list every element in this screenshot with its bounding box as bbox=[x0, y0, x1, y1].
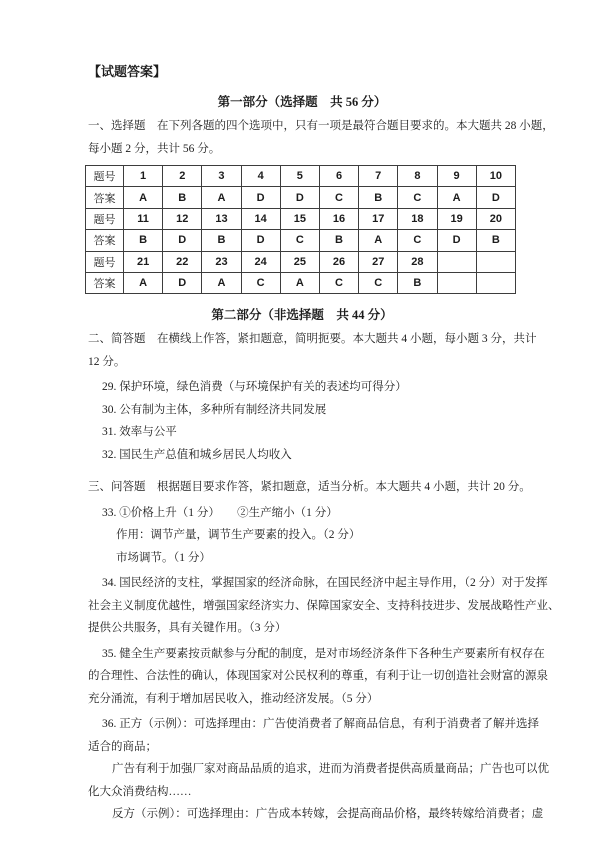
answer-cell: 24 bbox=[241, 251, 280, 272]
answer-q36-line: 广告有利于加强厂家对商品品质的追求，进而为消费者提供高质量商品；广告也可以优 bbox=[112, 763, 549, 776]
answer-cell: A bbox=[202, 272, 241, 293]
answer-cell: 16 bbox=[319, 208, 358, 229]
part1-intro-line: 一、选择题 在下列各题的四个选项中，只有一项是最符合题目要求的。本大题共 28 小题， bbox=[88, 120, 554, 132]
answer-cell: 21 bbox=[124, 251, 163, 272]
answer-cell: 3 bbox=[202, 166, 241, 187]
answer-cell: 7 bbox=[359, 166, 398, 187]
answer-q29: 29. 保护环境，绿色消费（与环境保护有关的表述均可得分） bbox=[102, 381, 407, 394]
answer-table-row bbox=[86, 251, 516, 272]
answer-q33-line: 作用：调节产量，调节生产要素的投入。（2 分） bbox=[116, 529, 361, 542]
answer-q36-line: 反方（示例）：可选择理由：广告成本转嫁，会提高商品价格，最终转嫁给消费者；虚 bbox=[112, 808, 544, 821]
row-header-cell: 答案 bbox=[86, 187, 124, 208]
section2-intro-line: 12 分。 bbox=[88, 355, 126, 368]
answer-cell: 6 bbox=[319, 166, 358, 187]
answer-cell: C bbox=[398, 230, 437, 251]
answer-cell: 18 bbox=[398, 208, 437, 229]
answer-cell: 12 bbox=[163, 208, 202, 229]
answer-cell: C bbox=[398, 187, 437, 208]
section2-intro bbox=[88, 328, 537, 373]
answer-cell: 14 bbox=[241, 208, 280, 229]
answer-cell: B bbox=[319, 230, 358, 251]
answer-cell: 11 bbox=[124, 208, 163, 229]
answer-cell: 2 bbox=[163, 166, 202, 187]
answer-cell: D bbox=[476, 187, 515, 208]
answer-cell bbox=[476, 251, 515, 272]
answer-cell: D bbox=[241, 230, 280, 251]
answer-q36-line: 化大众消费结构…… bbox=[88, 785, 192, 798]
row-header-cell: 答案 bbox=[86, 272, 124, 293]
answer-cell: B bbox=[163, 187, 202, 208]
section2-intro-line: 二、简答题 在横线上作答，紧扣题意，简明扼要。本大题共 4 小题，每小题 3 分，共计 bbox=[88, 333, 537, 346]
answer-cell: B bbox=[124, 230, 163, 251]
answer-cell bbox=[476, 272, 515, 293]
answer-table bbox=[85, 165, 516, 294]
answer-q32: 32. 国民生产总值和城乡居民人均收入 bbox=[102, 448, 292, 461]
answer-cell: 22 bbox=[163, 251, 202, 272]
row-header-cell: 答案 bbox=[86, 230, 124, 251]
answer-q36-line: 适合的商品； bbox=[88, 740, 157, 753]
answer-cell: 13 bbox=[202, 208, 241, 229]
answer-cell: 25 bbox=[280, 251, 319, 272]
answer-table-row bbox=[86, 272, 516, 293]
answer-cell: B bbox=[359, 187, 398, 208]
answer-q36 bbox=[88, 713, 549, 826]
answer-cell: C bbox=[319, 187, 358, 208]
answer-cell: 10 bbox=[476, 166, 515, 187]
answer-cell: A bbox=[280, 272, 319, 293]
answer-cell: 27 bbox=[359, 251, 398, 272]
answer-cell: 9 bbox=[437, 166, 476, 187]
section3-intro: 三、问答题 根据题目要求作答，紧扣题意，适当分析。本大题共 4 小题，共计 20 分。 bbox=[88, 481, 531, 494]
row-header-cell: 题号 bbox=[86, 251, 124, 272]
part1-heading: 第一部分（选择题 共 56 分） bbox=[217, 95, 387, 109]
short-answers bbox=[88, 376, 516, 466]
answer-cell: D bbox=[163, 230, 202, 251]
answer-cell: A bbox=[202, 187, 241, 208]
answer-cell: B bbox=[476, 230, 515, 251]
answer-cell: 17 bbox=[359, 208, 398, 229]
document-title: 【试题答案】 bbox=[88, 64, 167, 79]
answer-cell: C bbox=[319, 272, 358, 293]
answer-cell: 20 bbox=[476, 208, 515, 229]
answer-table-row bbox=[86, 187, 516, 208]
answer-cell bbox=[437, 251, 476, 272]
answer-cell: 5 bbox=[280, 166, 319, 187]
answer-q35-line: 35. 健全生产要素按贡献参与分配的制度，是对市场经济条件下各种生产要素所有权存在 bbox=[102, 647, 545, 660]
answer-cell: 26 bbox=[319, 251, 358, 272]
answer-q31: 31. 效率与公平 bbox=[102, 426, 177, 439]
answer-cell: D bbox=[280, 187, 319, 208]
answer-q34-line: 提供公共服务，具有关键作用。（3 分） bbox=[88, 622, 287, 635]
answer-cell: A bbox=[359, 230, 398, 251]
answer-cell: D bbox=[437, 230, 476, 251]
answer-q34 bbox=[88, 572, 560, 640]
row-header-cell: 题号 bbox=[86, 166, 124, 187]
part1-intro bbox=[88, 115, 554, 160]
answer-cell: 8 bbox=[398, 166, 437, 187]
answer-table-row bbox=[86, 166, 516, 187]
row-header-cell: 题号 bbox=[86, 208, 124, 229]
answer-table-row bbox=[86, 208, 516, 229]
answer-cell: C bbox=[280, 230, 319, 251]
answer-cell: 23 bbox=[202, 251, 241, 272]
answer-cell: 19 bbox=[437, 208, 476, 229]
answer-q30: 30. 公有制为主体，多种所有制经济共同发展 bbox=[102, 403, 327, 416]
answer-q34-line: 34. 国民经济的支柱，掌握国家的经济命脉，在国民经济中起主导作用，（2 分）对于发挥 bbox=[102, 577, 548, 590]
answer-cell bbox=[437, 272, 476, 293]
answer-cell: 15 bbox=[280, 208, 319, 229]
answer-cell: 28 bbox=[398, 251, 437, 272]
part2-heading: 第二部分（非选择题 共 44 分） bbox=[211, 308, 393, 323]
answer-q34-line: 社会主义制度优越性，增强国家经济实力、保障国家安全、支持科技进步、发展战略性产业、 bbox=[88, 599, 560, 612]
part1-intro-line: 每小题 2 分，共计 56 分。 bbox=[88, 142, 221, 155]
answer-q35 bbox=[88, 643, 548, 711]
answer-cell: 4 bbox=[241, 166, 280, 187]
answer-cell: A bbox=[124, 272, 163, 293]
answer-cell: D bbox=[163, 272, 202, 293]
answer-cell: B bbox=[202, 230, 241, 251]
answer-q35-line: 的合理性、合法性的确认，体现国家对公民权利的尊重，有利于让一切创造社会财富的源泉 bbox=[88, 670, 548, 683]
answer-cell: D bbox=[241, 187, 280, 208]
answer-cell: C bbox=[359, 272, 398, 293]
answer-cell: A bbox=[124, 187, 163, 208]
answer-q33-line: 市场调节。（1 分） bbox=[116, 551, 211, 564]
answer-table-row bbox=[86, 230, 516, 251]
answer-cell: B bbox=[398, 272, 437, 293]
answer-cell: A bbox=[437, 187, 476, 208]
answer-table-body bbox=[86, 166, 516, 294]
answer-cell: C bbox=[241, 272, 280, 293]
answer-q33 bbox=[88, 502, 516, 570]
answer-q36-line: 36. 正方（示例）：可选择理由：广告使消费者了解商品信息，有利于消费者了解并选择 bbox=[102, 718, 539, 731]
answer-cell: 1 bbox=[124, 166, 163, 187]
section-gap bbox=[88, 466, 516, 476]
answer-q35-line: 充分涌流，有利于增加居民收入，推动经济发展。（5 分） bbox=[88, 692, 379, 705]
answer-q33-line: 33. ①价格上升（1 分） ②生产缩小（1 分） bbox=[102, 506, 338, 519]
